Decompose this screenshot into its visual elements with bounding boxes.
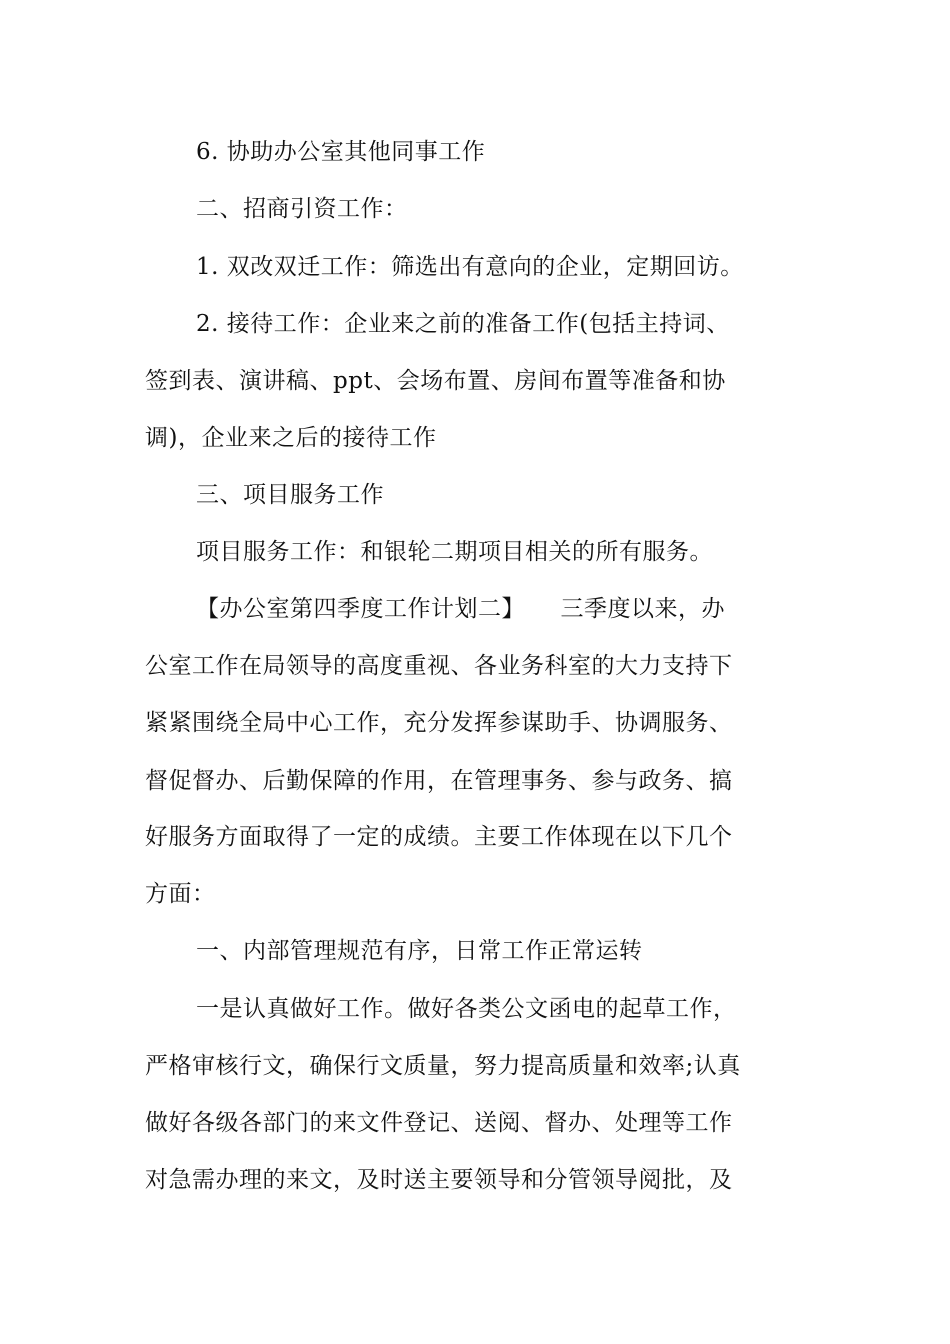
- paragraph-line: 调)，企业来之后的接待工作: [145, 425, 437, 451]
- list-item-6: 6. 协助办公室其他同事工作: [196, 139, 486, 165]
- section-heading-investment: 二、招商引资工作：: [196, 196, 408, 222]
- paragraph-line: 严格审核行文，确保行文质量，努力提高质量和效率;认真: [145, 1053, 741, 1079]
- paragraph-line: 对急需办理的来文，及时送主要领导和分管领导阅批，及: [145, 1167, 733, 1193]
- paragraph-line: 签到表、演讲稿、ppt、会场布置、房间布置等准备和协: [145, 368, 726, 394]
- plan-title-line: 【办公室第四季度工作计划二】 三季度以来，办: [196, 596, 725, 622]
- paragraph-line: 紧紧围绕全局中心工作，充分发挥参谋助手、协调服务、: [145, 710, 733, 736]
- paragraph-line: 公室工作在局领导的高度重视、各业务科室的大力支持下: [145, 653, 733, 679]
- list-item-1: 1. 双改双迁工作：筛选出有意向的企业，定期回访。: [196, 254, 744, 280]
- paragraph-line: 做好各级各部门的来文件登记、送阅、督办、处理等工作: [145, 1110, 733, 1136]
- paragraph-line: 一是认真做好工作。做好各类公文函电的起草工作，: [196, 996, 737, 1022]
- section-heading-project-service: 三、项目服务工作: [196, 482, 384, 508]
- list-item-2: 2. 接待工作：企业来之前的准备工作(包括主持词、: [196, 311, 730, 337]
- section-heading-internal-management: 一、内部管理规范有序，日常工作正常运转: [196, 938, 643, 964]
- paragraph-line: 方面：: [145, 881, 216, 907]
- paragraph-line: 项目服务工作：和银轮二期项目相关的所有服务。: [196, 539, 713, 565]
- paragraph-line: 好服务方面取得了一定的成绩。主要工作体现在以下几个: [145, 824, 733, 850]
- paragraph-line: 督促督办、后勤保障的作用，在管理事务、参与政务、搞: [145, 768, 733, 794]
